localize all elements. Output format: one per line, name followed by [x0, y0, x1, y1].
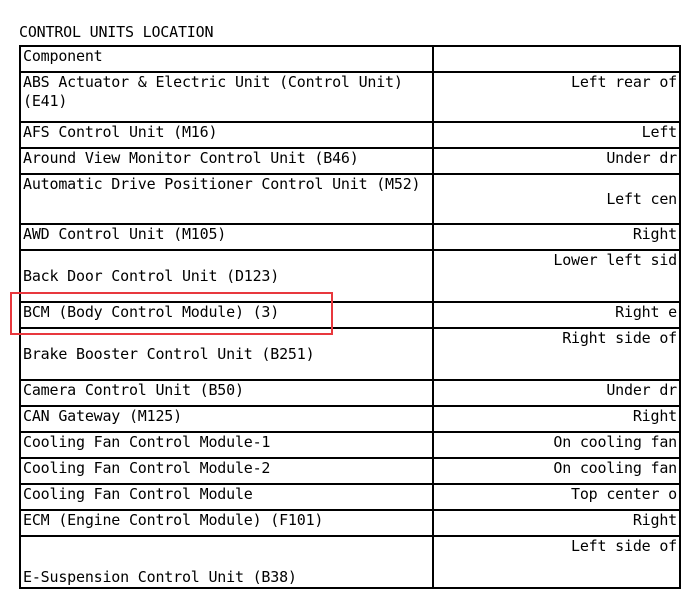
component-cell: Brake Booster Control Unit (B251) — [20, 328, 433, 380]
location-cell: Right e — [433, 302, 680, 328]
table-row — [20, 380, 680, 406]
component-cell: ECM (Engine Control Module) (F101) — [20, 510, 433, 536]
table-row — [20, 250, 680, 302]
control-units-table-container — [19, 45, 677, 586]
component-cell: Cooling Fan Control Module-2 — [20, 458, 433, 484]
component-cell: AWD Control Unit (M105) — [20, 224, 433, 250]
header-location — [433, 46, 680, 72]
table-row — [20, 536, 680, 588]
component-cell: CAN Gateway (M125) — [20, 406, 433, 432]
table-row — [20, 302, 680, 328]
component-cell: Around View Monitor Control Unit (B46) — [20, 148, 433, 174]
location-cell: Right — [433, 406, 680, 432]
table-row — [20, 122, 680, 148]
table-row — [20, 224, 680, 250]
location-cell: Right — [433, 224, 680, 250]
header-component: Component — [20, 46, 433, 72]
table-row — [20, 174, 680, 224]
location-cell: On cooling fan — [433, 458, 680, 484]
location-cell: Left — [433, 122, 680, 148]
location-cell: Left rear of — [433, 72, 680, 122]
component-cell: AFS Control Unit (M16) — [20, 122, 433, 148]
table-row — [20, 328, 680, 380]
document-title: CONTROL UNITS LOCATION — [19, 23, 214, 41]
component-cell: Automatic Drive Positioner Control Unit (M52) — [20, 174, 433, 224]
location-cell: Right — [433, 510, 680, 536]
component-cell: Cooling Fan Control Module-1 — [20, 432, 433, 458]
location-cell: Lower left sid — [433, 250, 680, 302]
component-cell: Back Door Control Unit (D123) — [20, 250, 433, 302]
table-row — [20, 458, 680, 484]
component-cell: BCM (Body Control Module) (3) — [20, 302, 433, 328]
location-cell: Left side of — [433, 536, 680, 588]
location-cell: On cooling fan — [433, 432, 680, 458]
location-cell: Under dr — [433, 380, 680, 406]
table-row — [20, 432, 680, 458]
control-units-table — [19, 45, 681, 589]
table-header-row — [20, 46, 680, 72]
table-row — [20, 148, 680, 174]
table-row — [20, 484, 680, 510]
component-cell: Camera Control Unit (B50) — [20, 380, 433, 406]
location-cell: Left cen — [433, 174, 680, 224]
location-cell: Under dr — [433, 148, 680, 174]
component-cell: E-Suspension Control Unit (B38) — [20, 536, 433, 588]
location-cell: Top center o — [433, 484, 680, 510]
table-row — [20, 72, 680, 122]
table-row — [20, 510, 680, 536]
table-row — [20, 406, 680, 432]
component-cell: ABS Actuator & Electric Unit (Control Unit) (E41) — [20, 72, 433, 122]
component-cell: Cooling Fan Control Module — [20, 484, 433, 510]
location-cell: Right side of — [433, 328, 680, 380]
